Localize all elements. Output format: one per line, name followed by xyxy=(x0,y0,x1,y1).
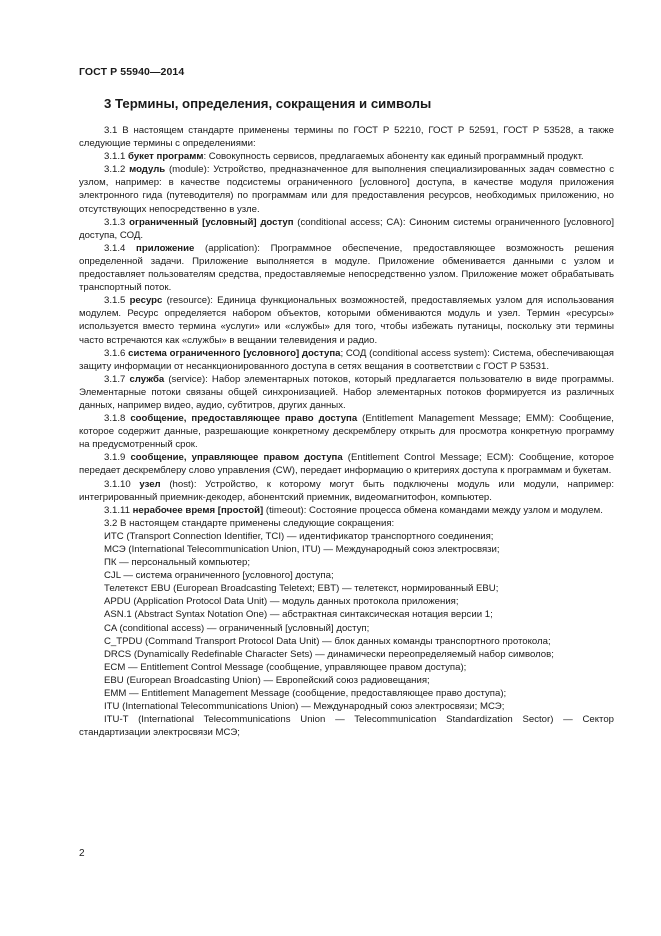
terms-list xyxy=(79,150,614,517)
term-number: 3.1.3 xyxy=(104,216,126,228)
document-header: ГОСТ Р 55940—2014 xyxy=(79,66,185,78)
term-number: 3.1.2 xyxy=(104,164,126,176)
term-name: модуль xyxy=(129,164,166,176)
term-name: ресурс xyxy=(129,295,163,307)
term-text: (host): Устройство, к которому могут быть подключены модуль или модули, например: интегрированный приемник-декодер, абонентский приемник, видеомагнитофон, компьютер. xyxy=(79,478,614,503)
term-text: (Entitlement Control Message; ECM): Сообщение, которое передает дескремблеру слово управления (CW), передает информацию о критериях доступа к программам и букетам. xyxy=(79,452,615,477)
abbreviations-list xyxy=(79,530,614,740)
abbreviation-item: EBU (European Broadcasting Union) — Европейский союз радиовещания; xyxy=(104,674,430,686)
term-name: служба xyxy=(129,373,165,385)
term-definition xyxy=(79,242,614,294)
section-title: 3 Термины, определения, сокращения и символы xyxy=(104,96,432,111)
term-name: узел xyxy=(139,478,161,490)
abbreviation-item: C_TPDU (Command Transport Protocol Data Unit) — блок данных команды транспортного протокола; xyxy=(104,635,551,647)
abbreviation-item: ECM — Entitlement Control Message (сообщение, управляющее правом доступа); xyxy=(104,661,467,673)
abbreviation-item: CA (conditional access) — ограниченный [условный] доступ; xyxy=(104,622,370,634)
term-definition xyxy=(79,347,614,373)
term-number: 3.1.4 xyxy=(104,242,126,254)
abbreviation-item: APDU (Application Protocol Data Unit) — модуль данных протокола приложения; xyxy=(104,596,459,608)
term-text: (Entitlement Management Message; EMM): Сообщение, которое содержит данные, разрешающие конкретному дескремблеру открыть для просмотра конкретную программу на предусмотренный срок. xyxy=(79,413,614,451)
term-number: 3.1.10 xyxy=(104,478,131,490)
page-number: 2 xyxy=(79,848,85,859)
abbreviations-intro: 3.2 В настоящем стандарте применены следующие сокращения: xyxy=(104,517,395,529)
term-number: 3.1.6 xyxy=(104,347,126,359)
term-name: нерабочее время [простой] xyxy=(132,504,264,516)
term-text: ; СОД (conditional access system): Система, обеспечивающая защиту информации от несанкционированного доступа в сетях вещания в соответствии с ГОСТ Р 53531. xyxy=(79,347,614,372)
term-number: 3.1.8 xyxy=(104,413,126,425)
abbreviation-item: ITU-T (International Telecommunications Union — Telecommunication Standardization Sector) — Сектор стандартизации электросвязи МСЭ; xyxy=(79,714,614,739)
term-definition xyxy=(79,412,614,451)
term-definition xyxy=(79,216,614,242)
term-text: (timeout): Состояние процесса обмена командами между узлом и модулем. xyxy=(263,504,603,516)
term-name: сообщение, предоставляющее право доступа xyxy=(130,413,358,425)
abbreviation-item: ПК — персональный компьютер; xyxy=(104,557,251,569)
term-text: (resource): Единица функциональных возможностей, предоставляемых узлом для использования модулем. Ресурс определяется набором объектов, которыми обмениваются модуль и узел. Термин «ресурсы» используется вместо термина «услуги» или «службы» для того, чтобы избежать путаницы, поскольку эти термины часто встречаются как «службы» в вещании телевидения и радио. xyxy=(79,295,614,346)
term-definition xyxy=(79,294,614,346)
abbreviation-item: CJL — система ограниченного [условного] доступа; xyxy=(104,570,334,582)
term-text: (module): Устройство, предназначенное для выполнения специализированных задач совместно с узлом, например: в качестве подсистемы ограниченного [условного] доступа, в качестве модуля приложения электронного гида (путеводителя) по программам или для предоставления ресурсов, необходимых приложению, но отсутствующих непосредственно в узле. xyxy=(79,164,614,215)
term-text: : Совокупность сервисов, предлагаемых абоненту как единый программный продукт. xyxy=(203,151,584,163)
term-definition xyxy=(79,373,614,412)
abbreviation-item: Телетекст EBU (European Broadcasting Teletext; EBT) — телетекст, нормированный EBU; xyxy=(104,583,499,595)
term-number: 3.1.11 xyxy=(104,504,130,516)
term-number: 3.1.5 xyxy=(104,295,126,307)
term-text: (application): Программное обеспечение, предоставляющее возможность решения определенной задачи. Приложение выполняется в модуле. Приложение обменивается данными с узлом и предоставляет пользователям средства, предоставляемые непосредственно узлом. Приложение может обрабатывать транспортный поток. xyxy=(79,242,614,294)
term-name: система ограниченного [условного] доступа xyxy=(128,347,341,359)
term-definition xyxy=(79,478,614,504)
term-name: приложение xyxy=(136,242,195,254)
term-name: ограниченный [условный] доступ xyxy=(129,216,294,228)
abbreviation-item: ASN.1 (Abstract Syntax Notation One) — абстрактная синтаксическая нотация версии 1; xyxy=(104,609,493,621)
term-number: 3.1.7 xyxy=(104,373,126,385)
term-definition xyxy=(79,451,614,477)
abbreviation-item: ITU (International Telecommunications Union) — Международный союз электросвязи; МСЭ; xyxy=(104,701,505,713)
term-definition xyxy=(79,150,614,163)
term-definition xyxy=(79,163,614,215)
abbreviation-item: ИТС (Transport Connection Identifier, TCI) — идентификатор транспортного соединения; xyxy=(104,530,494,542)
term-number: 3.1.1 xyxy=(104,151,126,163)
term-text: (service): Набор элементарных потоков, который предлагается пользователю в виде программы. Элементарные потоки связаны общей синхронизацией. Набор элементарных потоков формируется из различных данных, например видео, аудио, субтитров, других данных. xyxy=(79,373,614,411)
term-name: букет программ xyxy=(128,151,204,163)
document-body xyxy=(79,124,614,739)
terms-intro: 3.1 В настоящем стандарте применены термины по ГОСТ Р 52210, ГОСТ Р 52591, ГОСТ Р 53528, а также следующие термины с определениями: xyxy=(79,125,614,150)
abbreviation-item: МСЭ (International Telecommunication Union, ITU) — Международный союз электросвязи; xyxy=(104,544,500,555)
term-definition xyxy=(79,504,614,517)
term-number: 3.1.9 xyxy=(104,452,126,464)
term-name: сообщение, управляющее правом доступа xyxy=(130,452,343,464)
abbreviation-item: DRCS (Dynamically Redefinable Character Sets) — динамически переопределяемый набор символов; xyxy=(104,648,554,660)
abbreviation-item: EMM — Entitlement Management Message (сообщение, предоставляющее право доступа); xyxy=(104,688,507,700)
term-text: (conditional access; CA): Синоним системы ограниченного [условного] доступа, СОД. xyxy=(79,216,614,241)
